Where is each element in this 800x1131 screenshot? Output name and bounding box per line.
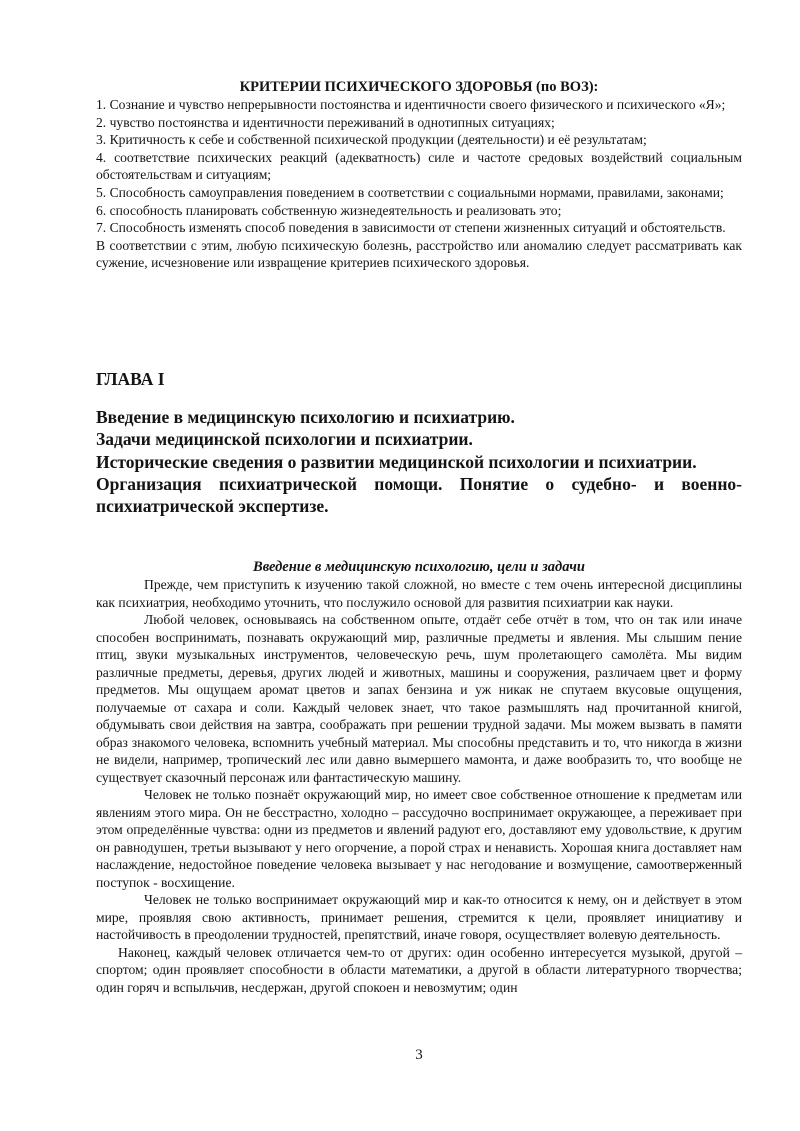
criteria-item: 1. Сознание и чувство непрерывности постоянства и идентичности своего физического и психического «Я»; [96,97,726,112]
chapter-heading: Задачи медицинской психологии и психиатрии. [96,429,473,450]
body-paragraph: Человек не только познаёт окружающий мир, но имеет свое собственное отношение к предметам или явлениям этого мира. Он не бесстрастно, холодно – рассудочно воспринимает окружающее, а переживает при этом определённые чувства: одни из предметов и явлений радуют его, доставляют ему удовольствие, к другим он равнодушен, третьи вызывают у него огорчение, а порой страх и ненависть. Хорошая книга доставляет нам наслаждение, недостойное поведение человека вызывает у нас негодование и возмущение, самоотверженный поступок - восхищение. [96,787,742,890]
criteria-item: 4. соответствие психических реакций (адекватность) силе и частоте средовых воздействий социальным обстоятельствам и ситуациям; [96,149,742,183]
section-body [96,576,742,996]
body-paragraph: Наконец, каждый человек отличается чем-то от других: один особенно интересуется музыкой, другой – спортом; один проявляет способности в области математики, а другой в области литературного творчества; один горяч и вспыльчив, несдержан, другой спокоен и невозмутим; один [96,944,742,995]
chapter-heading: Исторические сведения о развитии медицинской психологии и психиатрии. [96,451,697,472]
section-title: Введение в медицинскую психологию, цели и задачи [253,559,585,575]
chapter-headings [96,406,742,517]
criteria-title: КРИТЕРИИ ПСИХИЧЕСКОГО ЗДОРОВЬЯ (по ВОЗ): [239,79,599,95]
chapter-heading: Организация психиатрической помощи. Понятие о судебно- и военно-психиатрической экспертизе. [96,473,742,517]
criteria-list [96,96,742,272]
page-number: 3 [415,1047,423,1063]
criteria-item: 5. Способность самоуправления поведением в соответствии с социальными нормами, правилами, законами; [96,184,724,200]
chapter-label: ГЛАВА I [96,369,165,389]
body-paragraph: Любой человек, основываясь на собственном опыте, отдаёт себе отчёт в том, что он так или иначе способен воспринимать, познавать окружающий мир, различные предметы и явления. Мы слышим пение птиц, звуки музыкальных инструментов, человеческую речь, шум пролетающего самолёта. Мы видим различные предметы, деревья, других людей и животных, машины и сооружения, различаем цвет и форму предметов. Мы ощущаем аромат цветов и запах бензина и уж никак не спутаем вкусовые ощущения, получаемые от сахара и соли. Каждый человек знает, что такое размышлять над прочитанной книгой, обдумывать свои действия на завтра, соображать при решении трудной задачи. Мы можем вызвать в памяти образ знакомого человека, вспомнить учебный материал. Мы способны представить и то, что никогда в жизни не видели, например, тропический лес или давно вымершего мамонта, и даже вообразить то, что вообще не существует сказочный персонаж или фантастическую машину. [96,612,742,785]
criteria-item: 3. Критичность к себе и собственной психической продукции (деятельности) и её результатам; [96,132,647,148]
body-paragraph: Человек не только воспринимает окружающий мир и как-то относится к нему, он и действует в этом мире, проявляя свою активность, принимает решения, стремится к цели, проявляет инициативу и настойчивость в преодолении трудностей, препятствий, иначе говоря, осуществляет волевую деятельность. [96,892,742,942]
criteria-item: 2. чувство постоянства и идентичности переживаний в однотипных ситуациях; [96,114,555,130]
criteria-conclusion: В соответствии с этим, любую психическую болезнь, расстройство или аномалию следует рассматривать как сужение, исчезновение или извращение критериев психического здоровья. [96,237,742,271]
chapter-heading: Введение в медицинскую психологию и психиатрию. [96,407,515,427]
criteria-item: 6. способность планировать собственную жизнедеятельность и реализовать это; [96,202,562,218]
body-paragraph: Прежде, чем приступить к изучению такой сложной, но вместе с тем очень интересной дисциплины как психиатрия, необходимо уточнить, что послужило основой для развития психиатрии как науки. [96,577,742,610]
criteria-item: 7. Способность изменять способ поведения в зависимости от степени жизненных ситуаций и обстоятельств. [96,220,726,236]
